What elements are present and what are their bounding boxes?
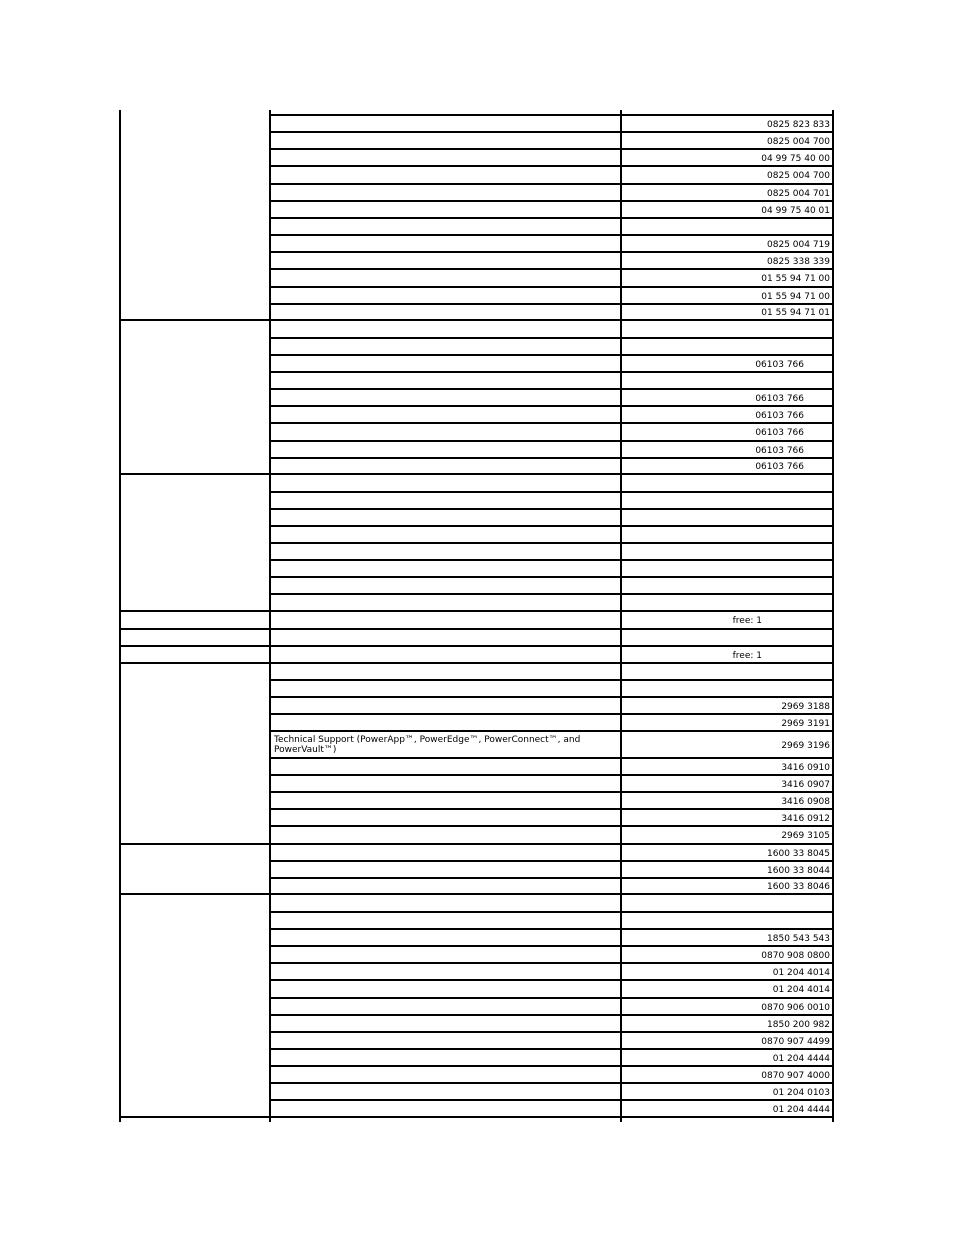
phone-number: 06103 766 (755, 462, 804, 472)
phone-number: 0825 004 719 (767, 239, 830, 250)
phone-number: 0870 906 0010 (761, 1002, 830, 1013)
row-rule (269, 234, 834, 236)
row-rule (269, 508, 834, 510)
phone-number: 2969 3105 (781, 831, 830, 841)
phone-number: 0825 004 700 (767, 171, 830, 181)
phone-number: 06103 766 (755, 393, 804, 404)
row-rule (269, 525, 834, 527)
table-border-left (119, 110, 121, 1122)
row-rule (269, 825, 834, 827)
row-rule (269, 457, 834, 459)
row-rule (269, 542, 834, 544)
row-rule (269, 928, 834, 930)
row-rule (269, 200, 834, 202)
row-rule (269, 774, 834, 776)
row-rule (269, 491, 834, 493)
row-rule (269, 354, 834, 356)
column-divider (620, 110, 622, 1122)
row-rule (269, 593, 834, 595)
row-rule (269, 1099, 834, 1101)
phone-number: 0870 907 4000 (761, 1070, 830, 1081)
phone-number: 0825 338 339 (767, 256, 830, 267)
phone-number: 3416 0907 (781, 779, 830, 790)
row-rule (269, 1014, 834, 1016)
phone-number: 06103 766 (755, 428, 804, 438)
row-rule (269, 730, 834, 732)
phone-number: 01 204 0103 (772, 1087, 830, 1098)
phone-number: 0870 908 0800 (761, 950, 830, 961)
row-rule (269, 405, 834, 407)
row-rule (269, 576, 834, 578)
row-rule (119, 893, 834, 895)
phone-number: 06103 766 (755, 359, 804, 370)
row-rule (269, 860, 834, 862)
row-rule (119, 662, 834, 664)
row-rule (269, 303, 834, 305)
row-rule (269, 114, 834, 116)
phone-number: 04 99 75 40 01 (761, 205, 830, 216)
phone-number: 01 204 4014 (772, 985, 830, 995)
row-rule (269, 559, 834, 561)
phone-number: 1600 33 8046 (767, 882, 830, 892)
row-rule (269, 962, 834, 964)
phone-number: 3416 0912 (781, 813, 830, 824)
row-rule (269, 422, 834, 424)
phone-number: 0825 823 833 (767, 119, 830, 130)
row-rule (269, 165, 834, 167)
row-rule (269, 877, 834, 879)
row-rule (269, 217, 834, 219)
row-rule (269, 286, 834, 288)
row-rule (269, 945, 834, 947)
phone-number: 01 55 94 71 00 (761, 274, 830, 284)
row-rule (269, 131, 834, 133)
phone-number: 1600 33 8045 (767, 848, 830, 859)
column-divider (269, 110, 271, 1122)
row-rule (269, 696, 834, 698)
row-rule (269, 1031, 834, 1033)
phone-number: 2969 3196 (781, 740, 830, 751)
row-rule (269, 440, 834, 442)
row-rule (269, 148, 834, 150)
row-rule (119, 843, 834, 845)
phone-number: free: 1 (732, 616, 762, 626)
phone-number: 01 204 4444 (772, 1104, 830, 1115)
phone-number: 06103 766 (755, 410, 804, 421)
phone-number: 1850 200 982 (767, 1019, 830, 1030)
phone-number: 3416 0908 (781, 796, 830, 807)
table-border-right (832, 110, 834, 1122)
phone-number: 0825 004 700 (767, 136, 830, 147)
row-rule (119, 628, 834, 630)
row-rule (269, 1082, 834, 1084)
service-label: Technical Support (PowerApp™, PowerEdge™, PowerConnect™, and PowerVault™) (274, 735, 581, 755)
row-rule (119, 1116, 834, 1118)
phone-number: 04 99 75 40 00 (761, 153, 830, 164)
phone-number: 01 204 4014 (772, 967, 830, 978)
phone-number: 06103 766 (755, 445, 804, 456)
row-rule (269, 268, 834, 270)
row-rule (269, 251, 834, 253)
row-rule (269, 337, 834, 339)
row-rule (269, 808, 834, 810)
row-rule (269, 679, 834, 681)
phone-number: 01 204 4444 (772, 1053, 830, 1064)
row-rule (269, 1048, 834, 1050)
row-rule (269, 979, 834, 981)
row-rule (269, 371, 834, 373)
row-rule (269, 183, 834, 185)
phone-number: 1600 33 8044 (767, 865, 830, 876)
phone-number: 3416 0910 (781, 762, 830, 773)
row-rule (269, 997, 834, 999)
row-rule (119, 473, 834, 475)
phone-number: free: 1 (732, 650, 762, 661)
phone-number: 0870 907 4499 (761, 1036, 830, 1047)
row-rule (269, 757, 834, 759)
phone-number: 2969 3188 (781, 701, 830, 712)
row-rule (269, 791, 834, 793)
row-rule (269, 1065, 834, 1067)
row-rule (119, 610, 834, 612)
phone-number: 2969 3191 (781, 718, 830, 729)
phone-number: 01 55 94 71 00 (761, 291, 830, 302)
row-rule (119, 319, 834, 321)
phone-number: 1850 543 543 (767, 933, 830, 944)
row-rule (119, 645, 834, 647)
row-rule (269, 388, 834, 390)
row-rule (269, 713, 834, 715)
phone-number: 01 55 94 71 01 (761, 308, 830, 318)
row-rule (269, 911, 834, 913)
phone-number: 0825 004 701 (767, 188, 830, 199)
